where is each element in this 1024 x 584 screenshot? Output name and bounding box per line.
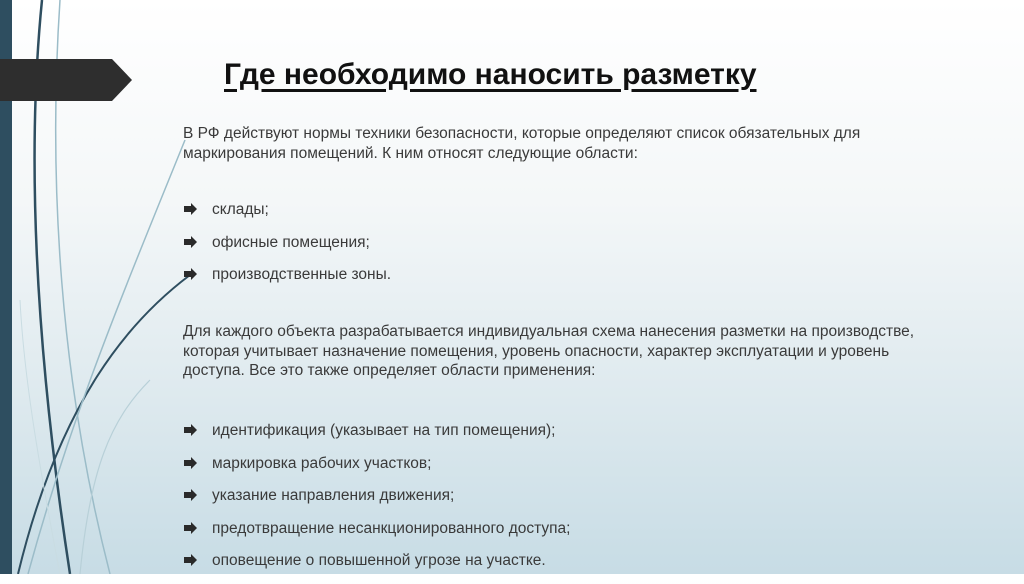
arrow-bullet-icon <box>184 457 197 469</box>
arrow-bullet-icon <box>184 203 197 215</box>
list-item <box>183 551 570 584</box>
list-item <box>183 486 570 519</box>
list-item-label: идентификация (указывает на тип помещения); <box>212 422 556 439</box>
intro-paragraph: В РФ действуют нормы техники безопасности, которые определяют список обязательных для маркирования помещений. К ним относят следующие области: <box>183 125 861 162</box>
title-arrow-banner <box>0 59 132 101</box>
arrow-bullet-icon <box>184 268 197 280</box>
list-item-label: склады; <box>212 201 269 218</box>
slide-title: Где необходимо наносить разметку <box>224 58 757 91</box>
list-item <box>183 200 391 233</box>
arrow-bullet-icon <box>184 522 197 534</box>
list-item <box>183 265 391 298</box>
arrow-bullet-icon <box>184 424 197 436</box>
arrow-bullet-icon <box>184 236 197 248</box>
arrow-bullet-icon <box>184 489 197 501</box>
arrow-bullet-icon <box>184 554 197 566</box>
list-item <box>183 421 570 454</box>
list-item-label: производственные зоны. <box>212 266 392 283</box>
list-item-label: указание направления движения; <box>212 487 455 504</box>
list-item-label: оповещение о повышенной угрозе на участке. <box>212 552 546 569</box>
list-item-label: предотвращение несанкционированного доступа; <box>212 519 571 537</box>
list-item-label: маркировка рабочих участков; <box>212 454 432 472</box>
list-item <box>183 233 391 266</box>
list-item <box>183 454 570 487</box>
list-item-label: офисные помещения; <box>212 233 370 251</box>
list-item <box>183 519 570 552</box>
second-paragraph: Для каждого объекта разрабатывается индивидуальная схема нанесения разметки на производстве, которая учитывает назначение помещения, уровень опасности, характер эксплуатации и уровень доступа. Все это также определяет области применения: <box>183 323 915 379</box>
uses-list <box>183 421 570 584</box>
areas-list <box>183 200 391 298</box>
